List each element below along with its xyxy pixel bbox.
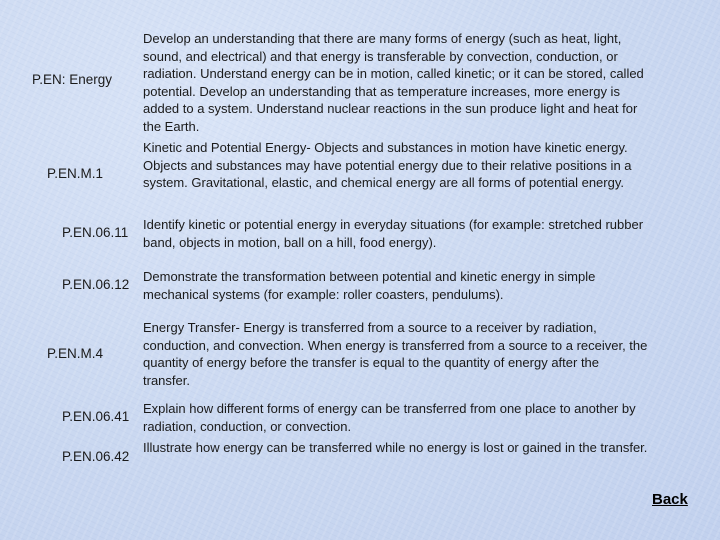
standard-description-06-12: Demonstrate the transformation between potential and kinetic energy in simple mechanical systems (for example: roller coasters, pendulums).	[143, 269, 596, 302]
standard-code-m1: P.EN.M.1	[47, 166, 104, 181]
standard-code-06-12: P.EN.06.12	[62, 277, 130, 292]
standard-code-06-41: P.EN.06.41	[62, 409, 130, 424]
standard-description-06-11: Identify kinetic or potential energy in everyday situations (for example: stretched rubber band, objects in motion, ball on a hill, food energy).	[143, 217, 644, 250]
standard-code-energy: P.EN: Energy	[32, 72, 113, 87]
back-link[interactable]: Back	[652, 491, 688, 508]
standard-description-energy: Develop an understanding that there are many forms of energy (such as heat, light, sound, and electrical) and that energy is transferable by convection, conduction, or radiation. Understand energy can be in motion, called kinetic; or it can be stored, called potential. Develop an understanding that as temperature increases, more energy is added to a system. Understand nuclear reactions in the sun produce light and heat for the Earth.	[143, 31, 644, 134]
standard-code-m4: P.EN.M.4	[47, 346, 104, 361]
standard-description-06-41: Explain how different forms of energy can be transferred from one place to another by radiation, conduction, or convection.	[143, 401, 636, 434]
standard-description-m1: Kinetic and Potential Energy- Objects and substances in motion have kinetic energy. Objects and substances may have potential energy due to their relative positions in a system. Gravitational, elastic, and chemical energy are all forms of potential energy.	[143, 140, 632, 191]
standard-code-06-11: P.EN.06.11	[62, 225, 129, 240]
standard-description-06-42: Illustrate how energy can be transferred while no energy is lost or gained in the transfer.	[143, 440, 648, 455]
standard-code-06-42: P.EN.06.42	[62, 449, 130, 464]
standard-description-m4: Energy Transfer- Energy is transferred from a source to a receiver by radiation, conduction, and convection. When energy is transferred from a source to a receiver, the quantity of energy before the transfer is equal to the quantity of energy after the transfer.	[143, 320, 648, 388]
